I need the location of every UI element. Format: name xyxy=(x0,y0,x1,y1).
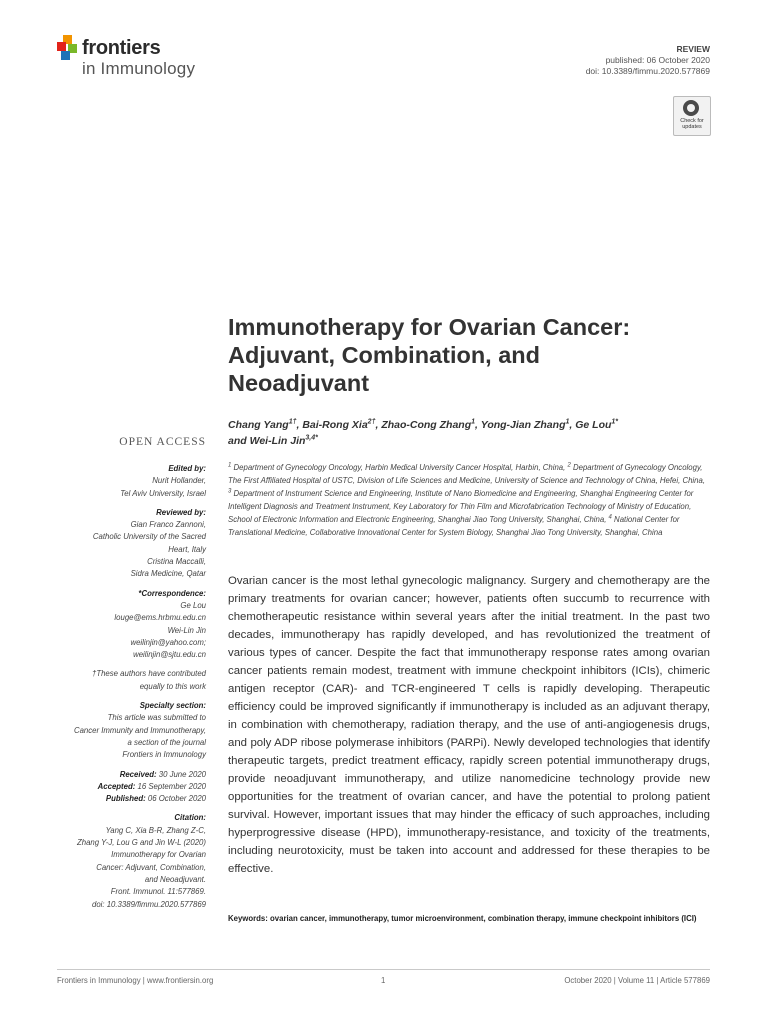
text-line: 3 xyxy=(228,488,232,495)
text-line: Heart, Italy xyxy=(168,544,206,554)
author[interactable] xyxy=(481,419,570,431)
author[interactable] xyxy=(228,419,296,431)
text-line: This article was submitted to xyxy=(107,713,206,723)
frontiers-logo-icon xyxy=(57,35,79,61)
text-line: Tel Aviv University, Israel xyxy=(120,488,206,498)
author-list: Chang Yang$^{1\dagger}$, Bai-Rong Xia$^{2\dagger}$, Zhao-Cong Zhang$^1$, Yong-Jian Zhang$^1$, Ge Lou$^{1*}$ and Wei-Lin Jin$^{3,4*}$ xyxy=(228,418,619,447)
article-meta xyxy=(586,44,710,77)
footer-journal[interactable]: Frontiers in Immunology | www.frontiersin.org xyxy=(57,976,214,985)
text-line: and Neoadjuvant. xyxy=(144,874,206,884)
text-line: Cristina Maccalli, xyxy=(147,557,206,567)
text-line: 1 xyxy=(228,462,232,469)
check-for-updates-badge[interactable] xyxy=(673,96,711,136)
published-date: published: 06 October 2020 xyxy=(605,55,710,65)
abstract: Ovarian cancer is the most lethal gynecologic malignancy. Surgery and chemotherapy are the primary treatments for ovarian cancer; however, patients often succumb to recurrence with chemotherapeutic resistance within several years after the initial treatment. In the past two decades, immunotherapy has rapidly developed, and has revolutionized the treatment of various types of cancer. Despite the fact that immunotherapy response rates among ovarian cancer patients remain modest, treatment with immune checkpoint inhibitors (ICIs), chimeric antigen receptor (CAR)- and TCR-engineered T cells is rapidly developing. Therapeutic efficiency could be improved significantly if immunotherapy is included as an adjuvant therapy, in combination with chemotherapy, radiation therapy, and the use of anti-angiogenesis drugs, and poly ADP ribose polymerase inhibitors (PARPi). Newly developed technologies that identify therapeutic targets, predict treatment efficacy, rapidly screen potential immunotherapy drugs, provide neoadjuvant immunotherapy, and utilize nanomedicine technology provide new opportunities for the treatment of ovarian cancer, and have the potential to prolong patient survival. However, important issues that may hinder the efficacy of such approaches, including hyperprogressive disease (HPD), immunotherapy-resistance, and toxicity of the treatments, including neurotoxicity, must be taken into account and addressed for these therapies to be effective. xyxy=(228,575,710,875)
text-line: Gian Franco Zannoni, xyxy=(130,520,206,530)
text-line xyxy=(50,500,206,507)
text-line: Front. Immunol. 11:577869. xyxy=(110,887,206,897)
text-line: Department of Gynecology Oncology, The First Affiliated Hospital of USTC, Division of Life Sciences and Medicine, University of Science and Technology of China, Hefei, China, xyxy=(228,463,705,485)
doi[interactable]: doi: 10.3389/fimmu.2020.577869 xyxy=(585,66,710,76)
text-line: Department of Instrument Science and Engineering, Institute of Nano Biomedicine and Engineering, Shanghai Engineering Center for Intelligent Diagnosis and Treatment Instrument, Key Laboratory for Thin Film and Microfabrication Technology of Ministry of Education, School of Electronic Information and Electronic Engineering, Shanghai Jiao Tong University, Shanghai, China, xyxy=(228,489,694,524)
text-line: Chang Yang xyxy=(228,419,289,431)
text-line: Catholic University of the Sacred xyxy=(92,532,206,542)
text-line: Bai-Rong Xia xyxy=(302,419,368,431)
text-line: Nurit Hollander, xyxy=(152,476,206,486)
text-line: Ge Lou xyxy=(575,419,612,431)
citation-heading: Citation: xyxy=(174,813,206,823)
text-line: Cancer: Adjuvant, Combination, xyxy=(96,862,206,872)
journal-logo xyxy=(57,33,227,83)
text-line: Immunotherapy for Ovarian xyxy=(111,850,206,860)
brand-name: frontiers xyxy=(82,37,161,59)
article-type: REVIEW xyxy=(676,44,710,54)
journal-name: in Immunology xyxy=(82,59,196,78)
text-line: 4 xyxy=(608,514,612,521)
accepted-date: Accepted: 16 September 2020 xyxy=(97,781,206,791)
author[interactable] xyxy=(302,419,375,431)
keywords: Keywords: ovarian cancer, immunotherapy, tumor microenvironment, combination therapy, immune checkpoint inhibitors (ICI) xyxy=(228,914,697,923)
text-line: 3,4* xyxy=(305,434,318,442)
specialty-heading: Specialty section: xyxy=(139,701,206,711)
text-line: Ge Lou xyxy=(180,600,206,610)
text-line: National Center for Translational Medicine, Collaborative Innovational Center for System Biology, Shanghai Jiao Tong University, Shanghai, China xyxy=(228,515,680,537)
text-line: Sidra Medicine, Qatar xyxy=(130,569,206,579)
text-line xyxy=(50,805,206,812)
text-line xyxy=(50,762,206,769)
page-number: 1 xyxy=(381,976,386,985)
affiliations xyxy=(228,461,708,539)
text-line: Zhang Y-J, Lou G and Jin W-L (2020) xyxy=(76,838,206,848)
text-line xyxy=(50,581,206,588)
text-line: Yang C, Xia B-R, Zhang Z-C, xyxy=(105,825,206,835)
text-line: 2† xyxy=(367,418,376,426)
text-line xyxy=(50,693,206,700)
article-info-sidebar xyxy=(50,463,206,911)
text-line: 1* xyxy=(611,418,619,426)
article-title: Immunotherapy for Ovarian Cancer: Adjuvant, Combination, and Neoadjuvant xyxy=(228,314,631,396)
email-link[interactable]: weilinjin@yahoo.com; xyxy=(130,637,206,647)
citation-doi[interactable]: doi: 10.3389/fimmu.2020.577869 xyxy=(91,899,206,909)
text-line: equally to this work xyxy=(139,681,206,691)
text-line: Zhao-Cong Zhang xyxy=(381,419,472,431)
text-line: Wei-Lin Jin xyxy=(167,625,206,635)
text-line: 2 xyxy=(567,462,571,469)
published-date-sidebar: Published: 06 October 2020 xyxy=(105,794,206,804)
text-line: Wei-Lin Jin xyxy=(249,435,306,447)
author[interactable] xyxy=(250,435,318,447)
text-line: 1 xyxy=(471,418,476,426)
reviewed-by-heading: Reviewed by: xyxy=(156,507,206,517)
text-line: Yong-Jian Zhang xyxy=(480,419,566,431)
author[interactable] xyxy=(575,419,618,431)
text-line: Department of Gynecology Oncology, Harbin Medical University Cancer Hospital, Harbin, China, xyxy=(231,463,568,472)
footer-divider xyxy=(57,969,710,970)
footer-issue: October 2020 | Volume 11 | Article 577869 xyxy=(564,976,710,985)
text-line: Cancer Immunity and Immunotherapy, xyxy=(73,725,206,735)
received-date: Received: 30 June 2020 xyxy=(119,769,206,779)
equal-contribution-note: †These authors have contributed xyxy=(92,669,206,679)
text-line: and xyxy=(228,435,250,447)
text-line: a section of the journal xyxy=(127,737,206,747)
text-line: Frontiers in Immunology xyxy=(122,750,206,760)
check-updates-label: Check for updates xyxy=(680,118,704,130)
affiliation xyxy=(228,463,567,472)
open-access-label: OPEN ACCESS xyxy=(119,436,206,448)
email-link[interactable]: weilinjin@sjtu.edu.cn xyxy=(133,650,206,660)
email-link[interactable]: louge@ems.hrbmu.edu.cn xyxy=(114,613,206,623)
author[interactable] xyxy=(381,419,475,431)
correspondence-heading: *Correspondence: xyxy=(138,588,206,598)
edited-by-heading: Edited by: xyxy=(168,464,206,473)
text-line: 1† xyxy=(288,418,297,426)
text-line: 1 xyxy=(565,418,570,426)
check-updates-icon xyxy=(683,100,699,116)
text-line xyxy=(50,661,206,668)
